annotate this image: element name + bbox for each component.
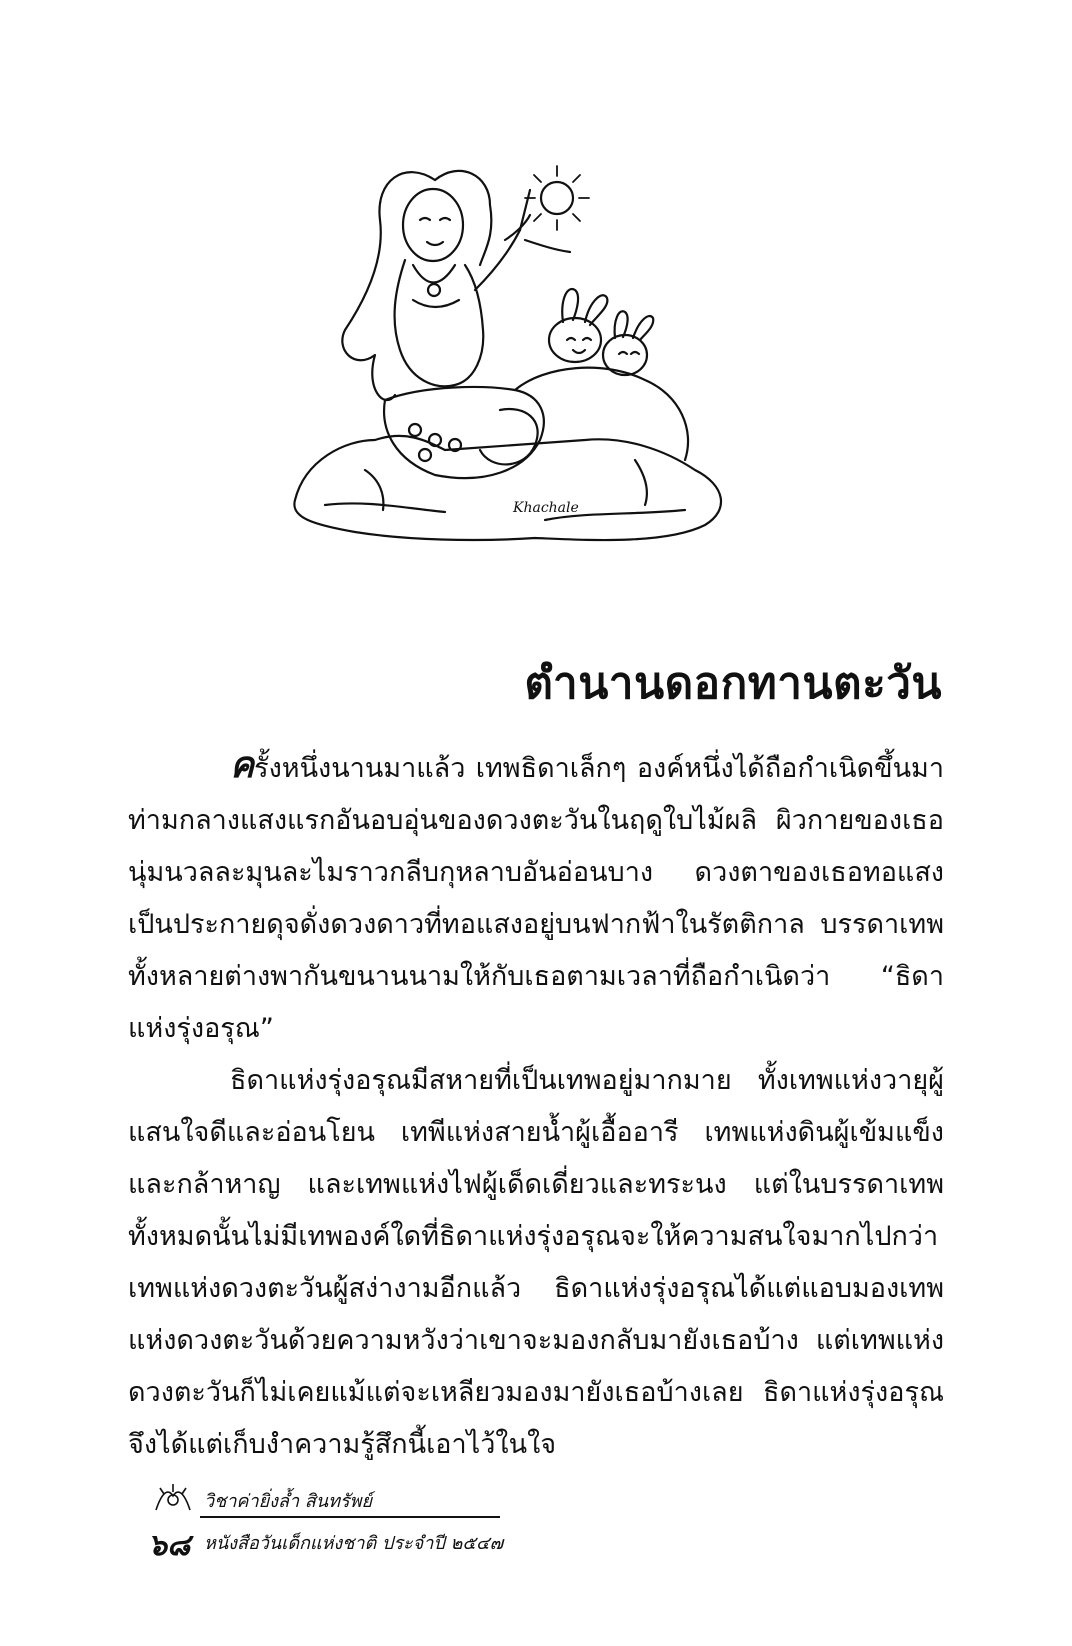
rabbit-icon [549,289,607,362]
story-title: ตำนานดอกทานตะวัน [524,658,942,709]
rabbit-icon [603,311,653,375]
footer-emblem-icon [152,1482,194,1516]
paragraph-2: ธิดาแห่งรุ่งอรุณมีสหายที่เป็นเทพอยู่มากมาย ทั้งเทพแห่งวายุผู้แสนใจดีและอ่อนโยน เทพีแห่งสายน้ำผู้เอื้ออารี เทพแห่งดินผู้เข้มแข็งและกล้าหาญ และเทพแห่งไฟผู้เด็ดเดี่ยวและทระนง แต่ในบรรดาเทพทั้งหมดนั้นไม่มีเทพองค์ใดที่ธิดาแห่งรุ่งอรุณจะให้ความสนใจมากไปกว่าเทพแห่งดวงตะวันผู้สง่างามอีกแล้ว ธิดาแห่งรุ่งอรุณได้แต่แอบมองเทพแห่งดวงตะวันด้วยความหวังว่าเขาจะมองกลับมายังเธอบ้าง แต่เทพแห่งดวงตะวันก็ไม่เคยแม้แต่จะเหลียวมองมายังเธอบ้างเลย ธิดาแห่งรุ่งอรุณจึงได้แต่เก็บงำความรู้สึกนี้เอาไว้ในใจ [128,1065,944,1460]
footer-subject: วิชาค่ายิ่งล้ำ สินทรัพย์ [204,1491,373,1512]
illustration-signature: Khachale [513,500,579,516]
footer-divider [200,1516,500,1518]
sunflower-icon [541,182,573,214]
goddess-illustration [285,140,735,570]
rock-outline [294,436,721,540]
page-number: ๖๘ [148,1528,191,1563]
paragraph-1-text: รั้งหนึ่งนานมาแล้ว เทพธิดาเล็กๆ องค์หนึ่งได้ถือกำเนิดขึ้นมาท่ามกลางแสงแรกอันอบอุ่นของดวงตะวันในฤดูใบไม้ผลิ ผิวกายของเธอนุ่มนวลละมุนละไมราวกลีบกุหลาบอันอ่อนบาง ดวงตาของเธอทอแสงเป็นประกายดุจดั่งดวงดาวที่ทอแสงอยู่บนฟากฟ้าในรัตติกาล บรรดาเทพทั้งหลายต่างพากันขนานนามให้กับเธอตามเวลาที่ถือกำเนิดว่า “ธิดาแห่งรุ่งอรุณ” [128,753,944,1044]
paragraph-1 [128,740,944,1055]
drop-cap: ค [230,745,255,786]
story-body [128,740,944,1471]
hair [342,172,435,400]
footer-book-title: หนังสือวันเด็กแห่งชาติ ประจำปี ๒๕๔๗ [204,1533,504,1554]
page-footer [148,1482,508,1572]
